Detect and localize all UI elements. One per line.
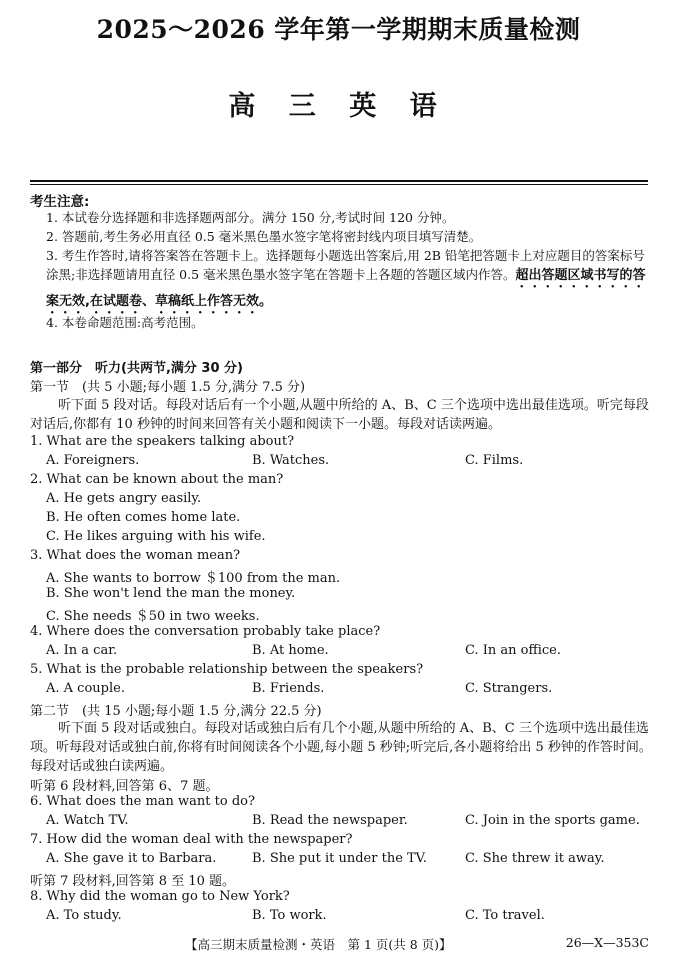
question-4-option-b: B. At home.: [252, 643, 329, 658]
question-7-option-a: A. She gave it to Barbara.: [46, 851, 217, 866]
question-3-option-b: B. She won't lend the man the money.: [46, 586, 296, 601]
divider-thin: [30, 184, 648, 185]
notice-item-3-emphasis: 超出答题区域书写的答案无效,在试题卷、草稿纸上作答无效。: [46, 268, 646, 309]
question-6-option-a: A. Watch TV.: [46, 813, 129, 828]
section1-heading: 第一节 (共 5 小题;每小题 1.5 分,满分 7.5 分): [30, 380, 306, 395]
material-7-note: 听第 7 段材料,回答第 8 至 10 题。: [30, 874, 236, 889]
question-1-option-b: B. Watches.: [252, 453, 330, 468]
part1-heading: 第一部分 听力(共两节,满分 30 分): [30, 361, 243, 376]
question-8-stem: 8. Why did the woman go to New York?: [30, 889, 290, 904]
section2-instructions: 听下面 5 段对话或独白。每段对话或独白后有几个小题,从题中所给的 A、B、C 三个选项中选出最佳选项。听每段对话或独白前,你将有时间阅读各个小题,每小题 5 秒钟;听完后,各小题将给出 5 秒钟的作答时间。每段对话或独白读两遍。: [30, 721, 652, 774]
question-2-option-b: B. He often comes home late.: [46, 510, 241, 525]
question-5-option-c: C. Strangers.: [465, 681, 553, 696]
question-4-option-c: C. In an office.: [465, 643, 561, 658]
question-7-stem: 7. How did the woman deal with the newspaper?: [30, 832, 353, 847]
notice-item-3: [46, 246, 650, 317]
footer-page-info: 【高三期末质量检测・英语 第 1 页(共 8 页)】: [185, 937, 452, 952]
divider-thick: [30, 180, 648, 182]
notice-item-1: 1. 本试卷分选择题和非选择题两部分。满分 150 分,考试时间 120 分钟。: [46, 210, 455, 225]
exam-title: 2025～2026 学年第一学期期末质量检测: [96, 15, 581, 44]
question-8-option-a: A. To study.: [46, 908, 122, 923]
question-6-option-c: C. Join in the sports game.: [465, 813, 640, 828]
question-6-option-b: B. Read the newspaper.: [252, 813, 408, 828]
question-3-option-c: C. She needs ＄50 in two weeks.: [46, 609, 260, 624]
notice-item-2: 2. 答题前,考生务必用直径 0.5 毫米黑色墨水签字笔将密封线内项目填写清楚。: [46, 229, 482, 244]
question-4-stem: 4. Where does the conversation probably take place?: [30, 624, 381, 639]
question-5-option-b: B. Friends.: [252, 681, 325, 696]
question-2-stem: 2. What can be known about the man?: [30, 472, 284, 487]
question-2-option-c: C. He likes arguing with his wife.: [46, 529, 266, 544]
question-8-option-c: C. To travel.: [465, 908, 545, 923]
material-6-note: 听第 6 段材料,回答第 6、7 题。: [30, 779, 219, 794]
question-3-stem: 3. What does the woman mean?: [30, 548, 241, 563]
question-2-option-a: A. He gets angry easily.: [46, 491, 202, 506]
question-6-stem: 6. What does the man want to do?: [30, 794, 255, 809]
notice-item-3-text: 3. 考生作答时,请将答案答在答题卡上。选择题每小题选出答案后,用 2B 铅笔把答题卡上对应题目的答案标号涂黑;非选择题请用直径 0.5 毫米黑色墨水签字笔在答题卡上各题的答题区域内作答。: [46, 248, 645, 282]
question-8-option-b: B. To work.: [252, 908, 327, 923]
question-1-stem: 1. What are the speakers talking about?: [30, 434, 295, 449]
question-5-stem: 5. What is the probable relationship between the speakers?: [30, 662, 424, 677]
subject-title: 高 三 英 语: [228, 91, 449, 122]
section1-instructions: 听下面 5 段对话。每段对话后有一个小题,从题中所给的 A、B、C 三个选项中选出最佳选项。听完每段对话后,你都有 10 秒钟的时间来回答有关小题和阅读下一小题。每段对话读两遍。: [30, 398, 649, 432]
question-5-option-a: A. A couple.: [46, 681, 125, 696]
question-1-option-a: A. Foreigners.: [46, 453, 140, 468]
question-4-option-a: A. In a car.: [46, 643, 118, 658]
question-7-option-c: C. She threw it away.: [465, 851, 605, 866]
page-footer: [0, 935, 677, 957]
question-3-option-a: A. She wants to borrow ＄100 from the man.: [46, 571, 341, 586]
section2-heading: 第二节 (共 15 小题;每小题 1.5 分,满分 22.5 分): [30, 704, 322, 719]
question-7-option-b: B. She put it under the TV.: [252, 851, 427, 866]
notice-heading: 考生注意:: [30, 194, 90, 210]
footer-exam-code: 26—X—353C: [565, 935, 649, 950]
question-1-option-c: C. Films.: [465, 453, 524, 468]
notice-item-4: 4. 本卷命题范围:高考范围。: [46, 315, 204, 330]
